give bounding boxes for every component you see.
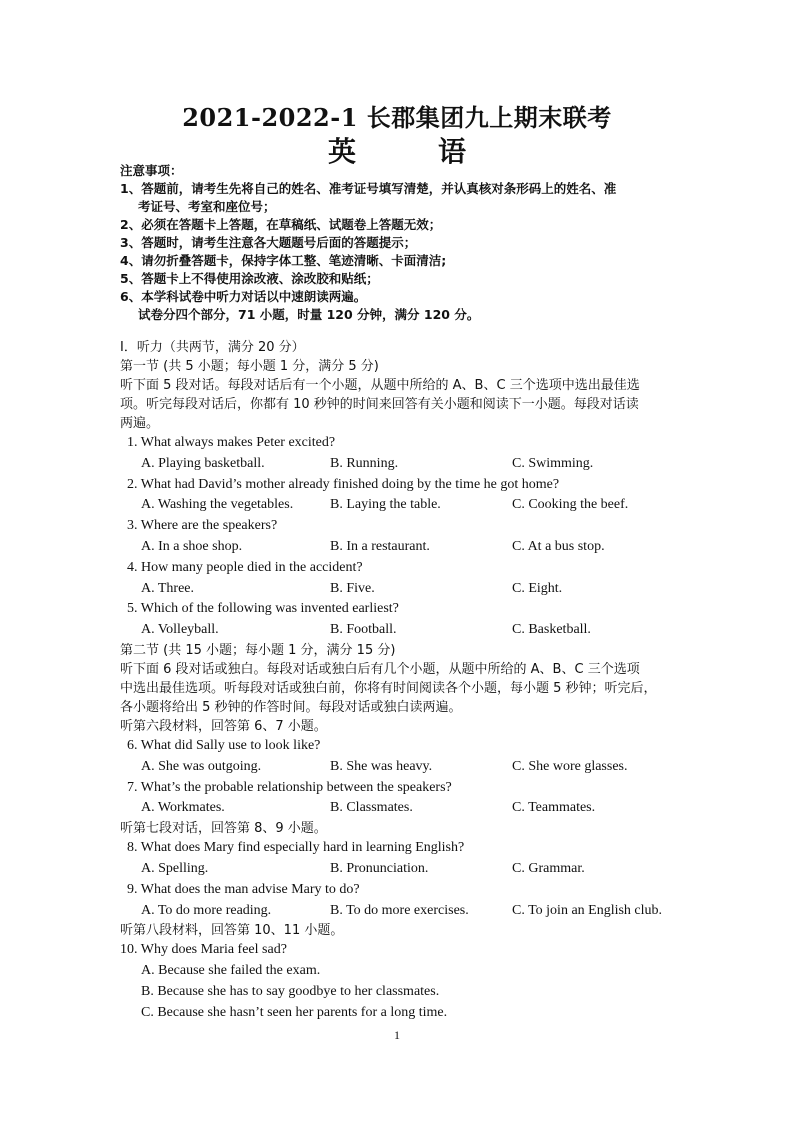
- question-stem: 1. What always makes Peter excited?: [127, 435, 336, 450]
- notice-item: 4、请勿折叠答题卡，保持字体工整、笔迹清晰、卡面清洁;: [120, 253, 447, 268]
- option-a: A. To do more reading.: [141, 902, 272, 918]
- section2-instruction: 听下面 6 段对话或独白。每段对话或独白后有几个小题，从题中所给的 A、B、C 三个选项: [120, 661, 640, 677]
- question-options: [120, 537, 680, 558]
- question-stem: 6. What did Sally use to look like?: [127, 737, 321, 753]
- option-c: C. She wore glasses.: [512, 758, 628, 774]
- listening-part: [120, 338, 680, 1024]
- group-heading: 听第六段材料，回答第 6、7 小题。: [120, 718, 327, 734]
- option-b: B. Five.: [330, 580, 375, 596]
- option-a: A. She was outgoing.: [141, 758, 262, 774]
- question-stem: 2. What had David’s mother already finished doing by the time he got home?: [127, 476, 560, 492]
- option-a: A. Workmates.: [141, 800, 225, 816]
- question-stem: 3. Where are the speakers?: [127, 518, 278, 534]
- option-c: C. Basketball.: [512, 622, 591, 638]
- question-options: [120, 495, 680, 516]
- option-b: B. She was heavy.: [330, 758, 433, 774]
- notice-item: 1、答题前，请考生先将自己的姓名、准考证号填写清楚，并认真核对条形码上的姓名、准: [120, 181, 617, 196]
- option-b: B. Running.: [330, 455, 399, 471]
- exam-title: 2021-2022-1 长郡集团九上期末联考: [182, 103, 612, 132]
- notice-item: 6、本学科试卷中听力对话以中速朗读两遍。: [120, 289, 367, 304]
- question-options: [120, 620, 680, 641]
- option-c: C. Teammates.: [512, 800, 596, 816]
- option-c: C. Cooking the beef.: [512, 497, 629, 513]
- notice-item: 3、答题时，请考生注意各大题题号后面的答题提示；: [120, 235, 417, 250]
- question-stem: 10. Why does Maria feel sad?: [120, 942, 287, 958]
- option-c: C. Because she hasn’t seen her parents for a long time.: [141, 1004, 448, 1020]
- question-options: [120, 901, 680, 922]
- notice-item: 5、答题卡上不得使用涂改液、涂改胶和贴纸；: [120, 271, 379, 286]
- option-a: A. Because she failed the exam.: [141, 963, 321, 979]
- option-c: C. To join an English club.: [512, 902, 663, 918]
- question-options: [120, 579, 680, 600]
- option-c: C. Eight.: [512, 580, 563, 596]
- section2-heading: 第二节 (共 15 小题；每小题 1 分，满分 15 分): [120, 642, 396, 658]
- question-stem: 7. What’s the probable relationship between the speakers?: [127, 779, 452, 795]
- notice-heading: 注意事项：: [120, 163, 183, 178]
- option-a: A. Volleyball.: [141, 622, 219, 638]
- section1-instruction: 两遍。: [120, 416, 160, 431]
- option-b: B. Because she has to say goodbye to her classmates.: [141, 983, 440, 999]
- option-a: A. Playing basketball.: [141, 455, 265, 471]
- subject-char-1: 英: [327, 135, 356, 168]
- question-options: [120, 859, 680, 880]
- section2-instruction: 中选出最佳选项。听每段对话或独白前，你将有时间阅读各个小题，每小题 5 秒钟；听完后，: [120, 680, 657, 696]
- section1-heading: 第一节 (共 5 小题；每小题 1 分，满分 5 分): [120, 359, 379, 374]
- part-heading: I．听力（共两节，满分 20 分）: [120, 340, 305, 355]
- option-a: A. Three.: [141, 580, 194, 596]
- group-heading: 听第七段对话，回答第 8、9 小题。: [120, 821, 327, 837]
- option-c: C. At a bus stop.: [512, 538, 605, 554]
- notice-item: 2、必须在答题卡上答题，在草稿纸、试题卷上答题无效；: [120, 217, 442, 232]
- option-b: B. To do more exercises.: [330, 902, 469, 918]
- section2-instruction: 各小题将给出 5 秒钟的作答时间。每段对话或独白读两遍。: [120, 699, 462, 715]
- option-b: B. Classmates.: [330, 800, 413, 816]
- notice-item: 考证号、考室和座位号；: [138, 199, 276, 214]
- subject-char-2: 语: [437, 135, 466, 168]
- notice-summary: 试卷分四个部分，71 小题，时量 120 分钟，满分 120 分。: [138, 307, 480, 322]
- option-b: B. Laying the table.: [330, 497, 441, 513]
- option-b: B. Pronunciation.: [330, 860, 429, 876]
- question-stem: 5. Which of the following was invented earliest?: [127, 601, 399, 617]
- option-b: B. Football.: [330, 622, 397, 638]
- question-stem: 8. What does Mary find especially hard in learning English?: [127, 840, 465, 856]
- notice-block: [120, 162, 680, 324]
- option-b: B. In a restaurant.: [330, 538, 430, 554]
- question-stem: 4. How many people died in the accident?: [127, 559, 363, 575]
- group-heading: 听第八段材料，回答第 10、11 小题。: [120, 923, 344, 939]
- section1-instruction: 项。听完每段对话后，你都有 10 秒钟的时间来回答有关小题和阅读下一小题。每段对话读: [120, 397, 639, 412]
- option-a: A. In a shoe shop.: [141, 538, 243, 554]
- option-c: C. Swimming.: [512, 455, 594, 471]
- option-a: A. Spelling.: [141, 860, 209, 876]
- question-stem: 9. What does the man advise Mary to do?: [127, 881, 360, 897]
- option-c: C. Grammar.: [512, 860, 585, 876]
- question-options: [120, 757, 680, 778]
- section1-instruction: 听下面 5 段对话。每段对话后有一个小题，从题中所给的 A、B、C 三个选项中选出最佳选: [120, 378, 640, 393]
- question-options: [120, 454, 680, 475]
- page-number: 1: [394, 1028, 400, 1042]
- option-a: A. Washing the vegetables.: [141, 497, 294, 513]
- question-options: [120, 798, 680, 819]
